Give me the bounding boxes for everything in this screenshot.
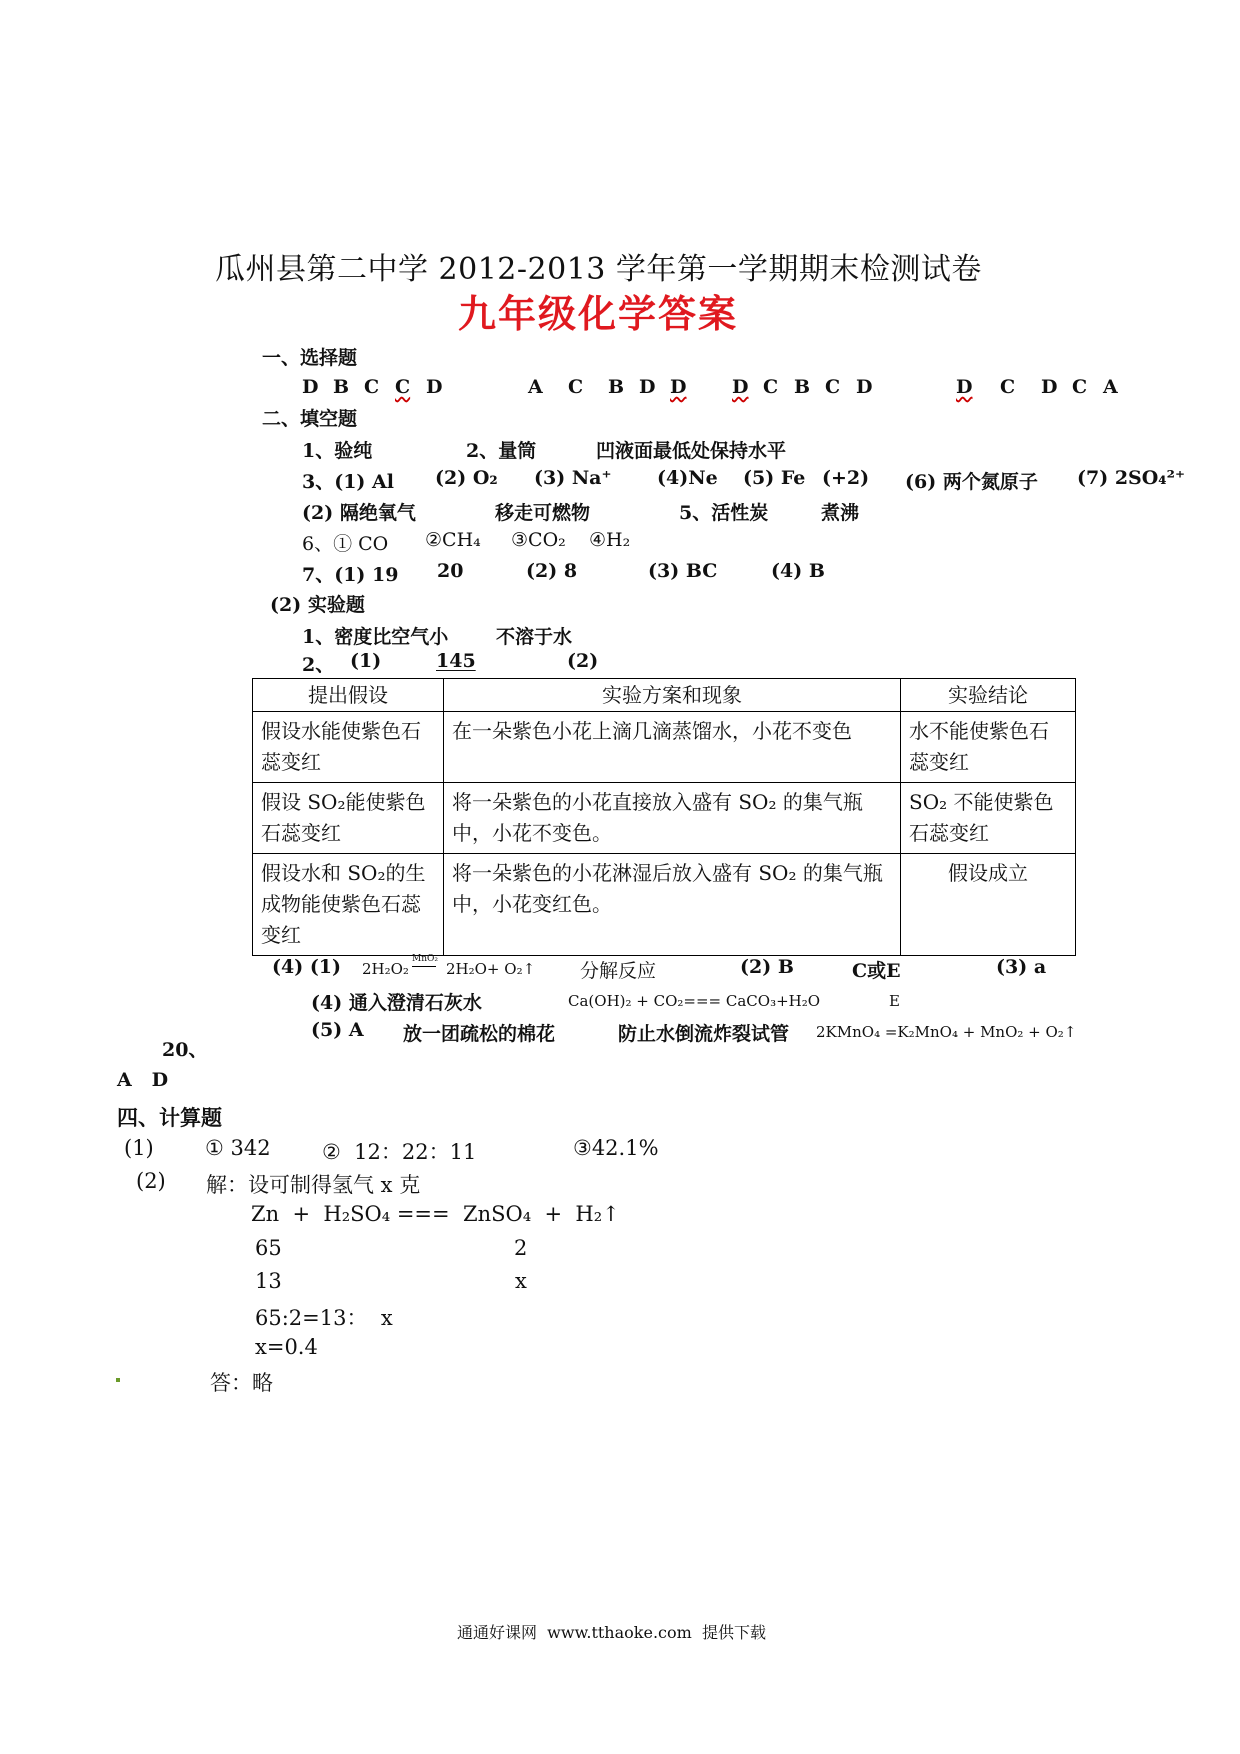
bullet-mark	[116, 1378, 120, 1382]
table-cell: 在一朵紫色小花上滴几滴蒸馏水，小花不变色	[444, 712, 901, 783]
calc-text: (1)	[124, 1136, 154, 1160]
section-heading-fill: 二、填空题	[262, 408, 358, 430]
answer-text: C或E	[852, 960, 901, 982]
fill-answer: (3) BC	[648, 560, 718, 582]
table-cell: 假设水和 SO₂的生成物能使紫色石蕊变红	[253, 854, 444, 956]
table-header: 提出假设	[253, 679, 444, 712]
choice-answer: C	[1072, 376, 1088, 398]
choice-answer: C	[364, 376, 380, 398]
section-heading-experiment: (2) 实验题	[270, 594, 365, 616]
fill-answer: (7) 2SO₄²⁺	[1077, 467, 1185, 489]
chemical-equation: Zn + H₂SO₄ === ZnSO₄ + H₂↑	[251, 1202, 620, 1226]
calc-text: 65:2=13： x	[255, 1306, 393, 1330]
fill-answer: 6、① CO	[302, 533, 389, 555]
fill-answer: (2) 8	[526, 560, 578, 582]
answer-text: A D	[117, 1069, 169, 1091]
fill-answer: (2) O₂	[435, 467, 498, 489]
choice-answer: C	[763, 376, 779, 398]
table-row	[253, 783, 1076, 854]
choice-group-3	[732, 376, 887, 398]
fill-answer: ③CO₂	[511, 529, 566, 551]
answer-text: 2KMnO₄ =K₂MnO₄ + MnO₂ + O₂↑	[816, 1023, 1077, 1041]
choice-answer: C	[568, 376, 584, 398]
answer-text: E	[889, 992, 900, 1010]
table-cell: 将一朵紫色的小花直接放入盛有 SO₂ 的集气瓶中，小花不变色。	[444, 783, 901, 854]
table-header-row	[253, 679, 1076, 712]
table-cell: 假设 SO₂能使紫色石蕊变红	[253, 783, 444, 854]
choice-answer: C	[395, 376, 411, 398]
table-row	[253, 712, 1076, 783]
choice-answer: D	[670, 376, 687, 398]
section-heading-calculation: 四、计算题	[117, 1105, 222, 1130]
answer-text: 防止水倒流炸裂试管	[618, 1023, 790, 1045]
calc-text: 2	[514, 1236, 528, 1260]
calc-text: x	[515, 1269, 527, 1293]
fill-answer: (3) Na⁺	[534, 467, 612, 489]
document-subtitle: 九年级化学答案	[458, 291, 739, 336]
answer-text: (3) a	[996, 956, 1047, 978]
calc-text: 解：设可制得氢气 x 克	[206, 1173, 421, 1197]
calc-text: 13	[255, 1269, 282, 1293]
choice-answer: B	[794, 376, 811, 398]
choice-answer: A	[528, 376, 543, 398]
table-header: 实验结论	[901, 679, 1076, 712]
experiment-answer: 2、	[302, 654, 335, 676]
fill-answer: 移走可燃物	[495, 502, 591, 524]
fill-answer: 7、(1) 19	[302, 564, 399, 586]
table-row	[253, 854, 1076, 956]
experiment-table	[252, 678, 1076, 956]
choice-answer: B	[333, 376, 350, 398]
calc-text: ② 12：22：11	[322, 1140, 477, 1164]
fill-answer: 20	[437, 560, 464, 582]
choice-answer: D	[426, 376, 443, 398]
fill-answer: (+2)	[822, 467, 870, 489]
table-cell: SO₂ 不能使紫色石蕊变红	[901, 783, 1076, 854]
reaction-bar	[412, 966, 436, 967]
fill-answer: 3、(1) Al	[302, 471, 394, 493]
table-cell: 水不能使紫色石蕊变红	[901, 712, 1076, 783]
fill-answer: 1、验纯	[302, 440, 373, 462]
calc-text: ① 342	[205, 1136, 271, 1160]
answer-text: (2) B	[740, 956, 794, 978]
choice-answer: C	[1000, 376, 1016, 398]
table-cell: 假设水能使紫色石蕊变红	[253, 712, 444, 783]
fill-answer: (6) 两个氮原子	[905, 471, 1038, 493]
experiment-answer: (1)	[350, 650, 382, 672]
choice-answer: D	[956, 376, 973, 398]
table-cell: 假设成立	[901, 854, 1076, 956]
question-number: 20、	[162, 1039, 208, 1061]
choice-answer: D	[1041, 376, 1058, 398]
experiment-answer: (2)	[567, 650, 599, 672]
answer-text: (5) A	[311, 1019, 364, 1041]
answer-text: (4) 通入澄清石灰水	[311, 992, 482, 1014]
fill-answer: (4)Ne	[657, 467, 718, 489]
document-title: 瓜州县第二中学 2012-2013 学年第一学期期末检测试卷	[215, 252, 982, 287]
answer-text: 2H₂O₂	[362, 960, 409, 978]
page-footer: 通通好课网 www.tthaoke.com 提供下载	[457, 1623, 766, 1642]
choice-answer: C	[825, 376, 841, 398]
calc-text: (2)	[136, 1169, 166, 1193]
fill-answer: (2) 隔绝氧气	[302, 502, 416, 524]
experiment-answer: 1、密度比空气小	[302, 626, 449, 648]
choice-answer: D	[302, 376, 319, 398]
calc-text: ③42.1%	[573, 1136, 659, 1160]
fill-answer: 凹液面最低处保持水平	[596, 440, 787, 462]
experiment-answer: 145	[436, 650, 476, 672]
table-cell: 将一朵紫色的小花淋湿后放入盛有 SO₂ 的集气瓶中，小花变红色。	[444, 854, 901, 956]
fill-answer: (4) B	[771, 560, 825, 582]
fill-answer: 2、量筒	[466, 440, 537, 462]
answer-text: 放一团疏松的棉花	[403, 1023, 556, 1045]
section-heading-choice: 一、选择题	[262, 347, 358, 369]
choice-answer: B	[608, 376, 625, 398]
choice-answer: D	[639, 376, 656, 398]
answer-text: 分解反应	[580, 960, 657, 982]
choice-answer: D	[732, 376, 749, 398]
table-header: 实验方案和现象	[444, 679, 901, 712]
calc-text: 65	[255, 1236, 282, 1260]
calc-text: x=0.4	[255, 1335, 318, 1359]
choice-group-2	[528, 376, 701, 398]
answer-text: 2H₂O+ O₂↑	[446, 960, 536, 978]
catalyst-label: MnO₂	[412, 954, 438, 964]
fill-answer: ②CH₄	[425, 529, 481, 551]
choice-group-4	[956, 376, 1134, 398]
answer-text: (4) (1)	[272, 956, 342, 978]
choice-group-1	[302, 376, 457, 398]
fill-answer: (5) Fe	[743, 467, 806, 489]
answer-text: Ca(OH)₂ + CO₂=== CaCO₃+H₂O	[568, 992, 821, 1010]
experiment-answer: 不溶于水	[496, 626, 573, 648]
fill-answer: 煮沸	[821, 502, 860, 524]
choice-answer: A	[1103, 376, 1118, 398]
calc-text: 答：略	[210, 1371, 273, 1395]
fill-answer: 5、活性炭	[679, 502, 769, 524]
fill-answer: ④H₂	[589, 529, 631, 551]
choice-answer: D	[856, 376, 873, 398]
